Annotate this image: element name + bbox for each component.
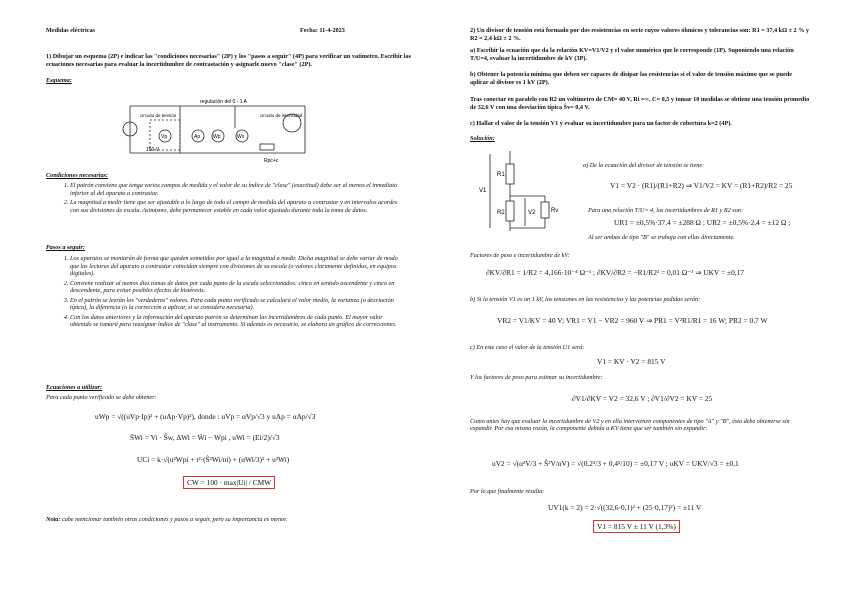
equation-partials: ∂V1/∂KV = V2 = 32,6 V ; ∂V1/∂V2 = KV = 25 [572, 394, 713, 403]
solution-a-text: a) De la ecuación del divisor de tensión se tiene: [583, 162, 705, 169]
question-1-prompt: 1) Dibujar un esquema (2P) e indicar las "condiciones necesarias" (2P) y los "pasos a seguir" (4P) para verificar un vatímetro. Escribir las ecuaciones necesarias para evaluar la incertidumbre de contrastación y asignarle nuevo "clase" (2P). [46, 53, 411, 68]
equations-intro: Para cada punto verificado se debe obtener: [46, 394, 157, 401]
conditions-title: Condiciones necesarias: [46, 172, 109, 179]
final-text: Por lo que finalmente resulta: [470, 488, 545, 495]
label-vp: Vp [161, 134, 168, 140]
conditions-list [58, 182, 400, 216]
question-2-mid: Tras conectar en paralelo con R2 un voltímetro de CM= 40 V, Ri =∞, C= 0,5 y tomar 10 medidas se obtiene una tensión promedio de 32,6 V con una desviación típica Ŝv= 0,4 V. [470, 96, 810, 111]
solution-c-text: c) En este caso el valor de la tensión U1 será: [470, 344, 585, 351]
question-2c: c) Hallar el valor de la tensión V1 y evaluar su incertidumbre para un factor de cobertura k=2 (4P). [470, 120, 732, 127]
equation-ur: UR1 = ±0,5%·37,4 = ±288 Ω ; UR2 = ±0,5%·2,4 = ±12 Ω ; [614, 218, 791, 227]
equation-weights: ∂KV/∂R1 = 1/R2 = 4,166·10⁻⁴ Ω⁻¹ ; ∂KV/∂R2 = −R1/R2² = 0,01 Ω⁻¹ ⇒ UKV = ±0,17 [486, 268, 745, 277]
label-wx: Wx [237, 134, 245, 140]
equation-uci: UCi = k·√(u²Wpi + t²·(Ŝ²Wi/ni) + (αWi/3)² + u²Wi) [137, 455, 290, 464]
step-item: 2. Conviene realizar al menos diez tomas de datos por cada punto de la escala seleccionados: cinco en sentido ascendente y cinco en descendente, para evitar posibles efectos de histéresis. [70, 280, 400, 295]
label-r1: R1 [497, 172, 505, 178]
question-2-prompt: 2) Un divisor de tensión está formado por dos resistencias en serie cuyos valores óhmicos y tolerancias son: R1 = 37,4 kΩ ± 2 % y R2 = 2,4 kΩ ± 2 %. [470, 27, 810, 42]
label-rpc: Rpc+c [264, 158, 279, 164]
equation-swi: S̄Wi = Vi · Ŝw, ΔWi = W̄i − Wpi , uWi = (Ei/2)/√3 [130, 433, 280, 442]
condition-item: 1. El patrón conviene que tenga varios campos de medida y el valor de su índice de "clase" (exactitud) debe ser al menos el inmediato inferior al del aparato a contrastar. [70, 182, 400, 197]
doc-title: Medidas eléctricas [46, 27, 95, 34]
condition-item: 2. La magnitud a medir tiene que ser ajustable a lo largo de todo el campo de medida del aparato a contrastar y en intervalos acordes con sus divisiones de escala. Asimismo, debe permanecer estable en cada valor ajustado durante toda la toma de datos. [70, 199, 400, 214]
note-label: Nota: [46, 516, 61, 523]
voltage-divider-diagram [475, 146, 559, 236]
label-rv: Rv [551, 208, 559, 214]
equation-cw-boxed: CW = 100 · max|Ui| / CMW [183, 476, 275, 489]
schema-title: Esquema: [46, 77, 72, 84]
rv-resistor-icon [541, 202, 549, 218]
tipo-b-text: Al ser ambas de tipo "B" se trabaja con ellas directamente. [588, 234, 735, 241]
note-text: cabe mencionar también otras condiciones y pasos a seguir, pero su importancia es menor. [61, 516, 288, 523]
label-voltage-circuit: circuito de tensión [140, 113, 177, 118]
equation-uv2: uV2 = √(α²V/3 + Ŝ²V/nV) = √(0,2²/3 + 0,4²/10) = ±0,17 V ; uKV = UKV/√3 = ±0,1 [492, 459, 739, 468]
equation-v1: V1 = KV · V2 = 815 V [597, 357, 666, 366]
steps-list [58, 255, 400, 331]
step-item: 3. En el patrón se leerán los "verdaderos" valores. Para cada punto verificado se calculará el valor medio, la varianza (o desviación típica), la diferencia (o la corrección a aplicar, si se considera necesaria). [70, 297, 400, 312]
label-v2: V2 [528, 210, 536, 216]
label-ap: Ap [194, 134, 201, 140]
equation-final: UV1(k = 2) = 2·√((32,6·0,1)² + (25·0,17)²) = ±11 V [548, 503, 702, 512]
r1-resistor-icon [506, 164, 514, 184]
question-2a: a) Escribir la ecuación que da la relación KV=V1/V2 y el valor numérico que le corresponde (1P). Suponiendo una relación T/U=4, evaluar la incertidumbre de kV (3P). [470, 47, 794, 62]
solution-title: Solución: [470, 135, 495, 142]
r2-resistor-icon [506, 201, 514, 221]
label-regulation: regulación del 0 - 1 A [200, 99, 247, 105]
label-r2: R2 [497, 210, 505, 216]
equation-kv: V1 = V2 · (R1)/(R1+R2) ⇒ V1/V2 = KV = (R1+R2)/R2 = 25 [610, 181, 793, 190]
final-result-boxed: V1 = 815 V ± 11 V (1,3%) [593, 520, 680, 533]
uncertainty-explanation: Como antes hay que evaluar la incertidumbre de V2 y en ella intervienen componentes de tipo "A" y "B", ésta debe obtenerse sin expandir. Por esa misma razón, la componente debida a KV tiene que ser también sin expandir: [470, 418, 790, 433]
question-2b: b) Obtener la potencia mínima que deben ser capaces de disipar las resistencias si el valor de tensión máximo que se puede aplicar al divisor es 1 kV (2P). [470, 71, 793, 86]
label-150v: 150 V [146, 147, 160, 153]
doc-date: Fecha: 11-4-2023 [300, 27, 345, 34]
steps-title: Pasos a seguir: [46, 244, 85, 251]
tu-relation-text: Para una relación T/U= 4, las incertidumbres de R1 y R2 son: [588, 207, 743, 214]
label-current-circuit: circuito de intensidad [260, 113, 303, 118]
step-item: 1. Los aparatos se montarán de forma que queden sometidos por igual a la magnitud a medir. Dicha magnitud se debe variar de modo que las lecturas del aparato a contrastar coincidan siempre con divisiones de su escala (o valores claramente definidos, en equipos digitales). [70, 255, 400, 278]
label-wp: Wp [213, 134, 221, 140]
equations-title: Ecuaciones a utilizar: [46, 384, 103, 391]
weight-factors-text: Y los factores de peso para estimar su incertidumbre: [470, 374, 603, 381]
equation-power: VR2 = V1/KV = 40 V; VR1 = V1 − VR2 = 960 V ⇒ PR1 = V²R1/R1 = 16 W; PR2 = 0,7 W [497, 316, 768, 325]
equation-uwp: uWp = √((uVp·Ip)² + (uAp·Vp)²), donde : uVp = αVp/√3 y uAp = αAp/√3 [95, 412, 316, 421]
note [46, 516, 287, 524]
step-item: 4. Con los datos anteriores y la información del aparato patrón se determinan las incertidumbres de cada punto. El mayor valor obtenido se tomará para reasignar índice de "clase" al instrumento. Si además es necesario, se elabora un gráfico de correcciones. [70, 314, 400, 329]
weights-text: Factores de peso e incertidumbre de kV: [470, 252, 570, 259]
load-resistor-icon [260, 144, 274, 150]
wattmeter-circuit-diagram [120, 98, 315, 166]
solution-b-text: b) Si la tensión V1 es un 1 kV, las tensiones en las resistencias y las potencias pedidas serán: [470, 296, 701, 303]
label-v1: V1 [479, 188, 487, 194]
